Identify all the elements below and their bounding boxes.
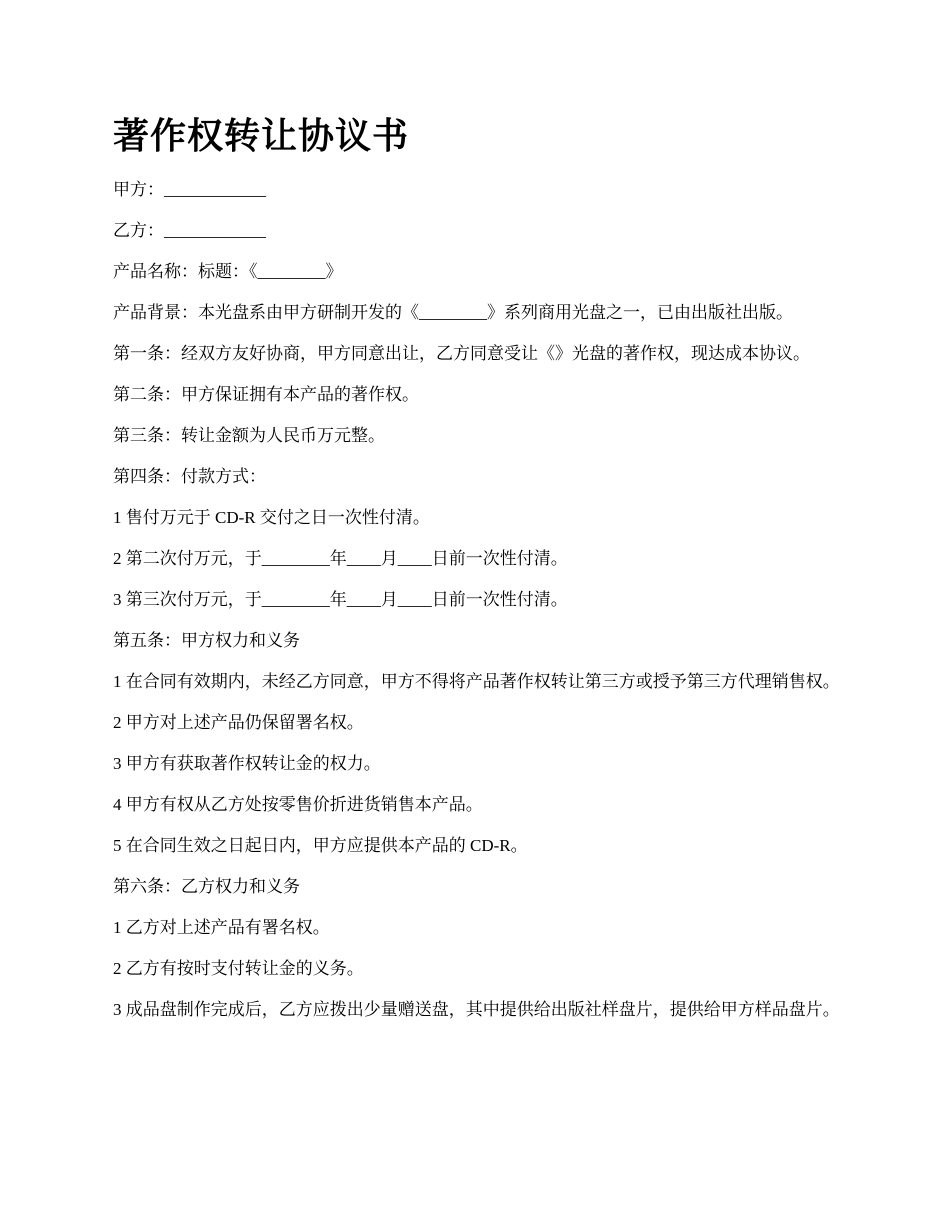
payment-item-3: 3 第三次付万元，于________年____月____日前一次性付清。: [113, 590, 568, 609]
product-background-line: 产品背景：本光盘系由甲方研制开发的《________》系列商用光盘之一，已由出版社出版。: [113, 303, 793, 322]
party-a-duty-4: 4 甲方有权从乙方处按零售价折进货销售本产品。: [113, 795, 483, 814]
party-a-duty-1: 1 在合同有效期内，未经乙方同意，甲方不得将产品著作权转让第三方或授予第三方代理销售权。: [113, 672, 840, 691]
article-4-heading: 第四条：付款方式：: [113, 467, 266, 486]
payment-item-1: 1 售付万元于 CD-R 交付之日一次性付清。: [113, 508, 430, 527]
party-b-duty-1: 1 乙方对上述产品有署名权。: [113, 918, 330, 937]
party-b-duty-3: 3 成品盘制作完成后，乙方应拨出少量赠送盘，其中提供给出版社样盘片，提供给甲方样品盘片。: [113, 1000, 840, 1019]
article-5-heading: 第五条：甲方权力和义务: [113, 631, 300, 650]
party-a-duty-3: 3 甲方有获取著作权转让金的权力。: [113, 754, 381, 773]
article-1: 第一条：经双方友好协商，甲方同意出让，乙方同意受让《》光盘的著作权，现达成本协议。: [113, 344, 810, 363]
document-title: 著作权转让协议书: [113, 116, 410, 156]
party-a-duty-5: 5 在合同生效之日起日内，甲方应提供本产品的 CD-R。: [113, 836, 528, 855]
article-2: 第二条：甲方保证拥有本产品的著作权。: [113, 385, 419, 404]
party-b-duty-2: 2 乙方有按时支付转让金的义务。: [113, 959, 364, 978]
payment-item-2: 2 第二次付万元，于________年____月____日前一次性付清。: [113, 549, 568, 568]
party-b-line: 乙方：____________: [113, 221, 266, 240]
document-page: [113, 110, 853, 1041]
article-3: 第三条：转让金额为人民币万元整。: [113, 426, 385, 445]
party-a-duty-2: 2 甲方对上述产品仍保留署名权。: [113, 713, 364, 732]
article-6-heading: 第六条：乙方权力和义务: [113, 877, 300, 896]
product-name-line: 产品名称：标题：《________》: [113, 262, 343, 281]
party-a-line: 甲方：____________: [113, 180, 266, 199]
